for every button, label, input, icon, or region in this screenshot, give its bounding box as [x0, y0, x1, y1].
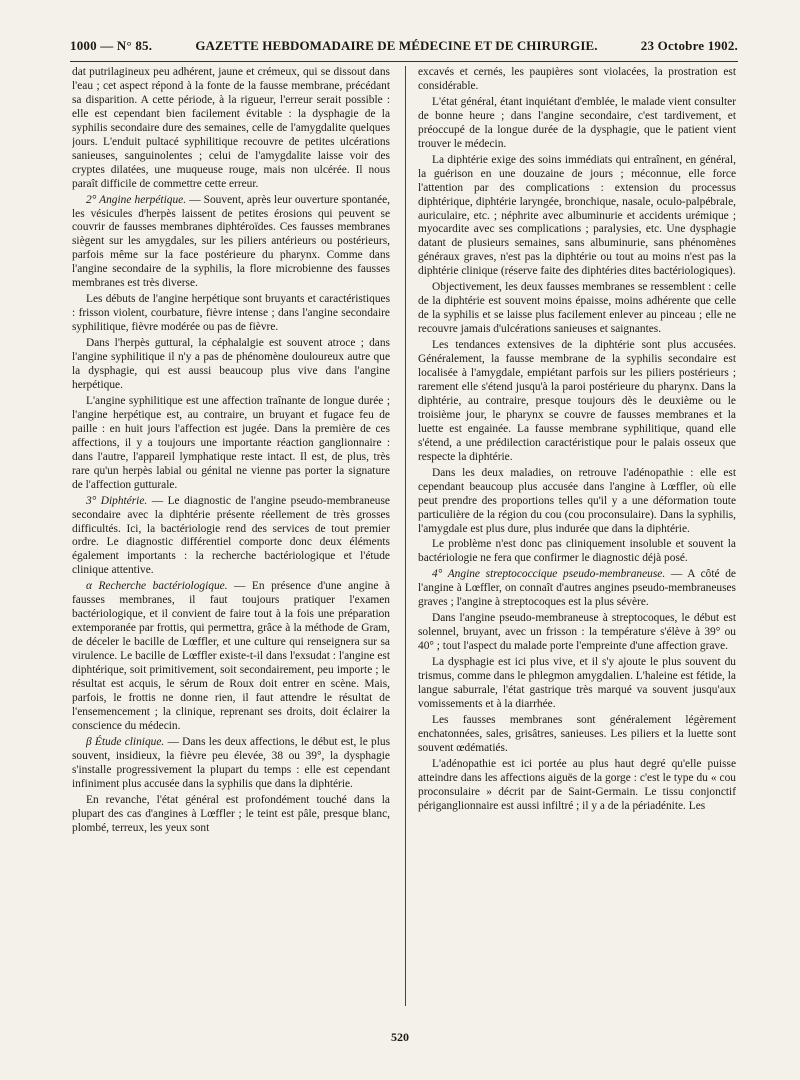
paragraph	[418, 467, 736, 537]
paragraph-text: excavés et cernés, les paupières sont violacées, la prostration est considérable.	[418, 66, 736, 92]
paragraph	[72, 66, 390, 192]
paragraph-text: Dans l'herpès guttural, la céphalalgie est souvent atroce ; dans l'angine syphilitique il n'y a pas de phénomène douloureux autre que la dysphagie, qui est aussi beaucoup plus vive dans l'angine herpétique.	[72, 337, 390, 391]
header-rule	[70, 61, 738, 62]
paragraph-text: En revanche, l'état général est profondément touché dans la plupart des cas d'angines à Lœffler ; le teint est pâle, presque blanc, plombé, terreux, les yeux sont	[72, 793, 390, 834]
paragraph	[418, 714, 736, 756]
paragraph	[418, 96, 736, 152]
column-divider	[405, 66, 406, 1006]
paragraph	[72, 194, 390, 292]
section-heading: α Recherche bactériologique.	[86, 580, 228, 593]
section-heading: 2° Angine herpétique.	[86, 193, 187, 206]
section-heading: 3° Diphtérie.	[86, 494, 148, 507]
right-column	[418, 66, 736, 1010]
page-number: 520	[391, 1030, 409, 1044]
paragraph	[72, 794, 390, 836]
paragraph	[418, 154, 736, 280]
paragraph	[418, 339, 736, 465]
header-journal-title: GAZETTE HEBDOMADAIRE DE MÉDECINE ET DE CHIRURGIE.	[195, 38, 598, 53]
section-heading: β Étude clinique.	[86, 735, 165, 748]
section-heading: 4° Angine streptococcique pseudo-membraneuse.	[432, 568, 666, 581]
paragraph-text: La dysphagie est ici plus vive, et il s'y ajoute le plus souvent du trismus, comme dans le phlegmon amygdalien. L'haleine est fétide, la langue saburrale, l'état gastrique très marqué va souvent jusqu'aux vomissements et à la diarrhée.	[418, 656, 736, 710]
paragraph-text: Les débuts de l'angine herpétique sont bruyants et caractéristiques : frisson violent, courbature, fièvre intense ; dans l'angine secondaire syphilitique, fièvre modérée ou pas de fièvre.	[72, 293, 390, 334]
paragraph-text: La diphtérie exige des soins immédiats qui entraînent, en général, la guérison en une douzaine de jours ; méconnue, elle force l'attention par des complications : extension du processus diphtérique, diphtérie laryngée, bronchique, nasale, oculo-palpébrale, auriculaire, etc. ; néphrite avec albuminurie et accidents urémique ; myocardite avec ses complications ; paralysies, etc. Une dysphagie datant de plusieurs semaines, sans albuminurie, sans phénomènes généraux graves, n'est pas la diphtérie ou tout au moins n'est pas la diphtérie clinique (réserve faite des diphtéries dites bactériologiques).	[418, 153, 736, 278]
paragraph-text: L'adénopathie est ici portée au plus haut degré qu'elle puisse atteindre dans les affections aiguës de la gorge : c'est le type du « cou proconsulaire » décrit par de Saint-Germain. Le tissu conjonctif périganglionnaire est aussi infiltré ; il y a de la périadénite. Les	[418, 757, 736, 812]
paragraph-text: — A côté de l'angine à Lœffler, on connaît d'autres angines pseudo-membraneuses graves ; l'angine à streptocoques est la plus sévère.	[418, 568, 736, 609]
paragraph-text: dat putrilagineux peu adhérent, jaune et crémeux, qui se dissout dans l'eau ; cet aspect répond à la fonte de la fausse membrane, précédant sa disparition. A cette période, à la rigueur, l'erreur serait possible : elle est cependant bien facilement évitable : la dysphagie de la syphilis secondaire dure des semaines, celle de l'amygdalite quelques jours. L'enduit pultacé syphilitique recouvre de petites ulcérations sanieuses, sanguinolentes ; celui de l'amygdalite laisse voir des cryptes dilatées, une muqueuse rouge, mais non ulcérée. Il nous paraît difficile de commettre cette erreur.	[72, 66, 390, 190]
paragraph	[72, 293, 390, 335]
paragraph-text: — Dans les deux affections, le début est, le plus souvent, insidieux, la fièvre peu élevée, 38 ou 39°, la dysphagie s'installe progressivement la plupart du temps : elle est cependant infiniment plus accusée dans la syphilis que dans la diphtérie.	[72, 735, 390, 790]
paragraph	[418, 66, 736, 94]
paragraph-text: Les fausses membranes sont généralement légèrement enchatonnées, sales, grisâtres, sanieuses. Les piliers et la luette sont souvent œdématiés.	[418, 713, 736, 754]
paragraph-text: — Le diagnostic de l'angine pseudo-membraneuse secondaire avec la diphtérie présente réellement de très grosses difficultés. Ici, la bactériologie rend des services de tout premier ordre. Le diagnostic différentiel comporte donc deux éléments également importants : la recherche bactériologique et l'étude clinique attentive.	[72, 494, 390, 577]
paragraph-text: — Souvent, après leur ouverture spontanée, les vésicules d'herpès laissent de petites érosions qui peuvent se couvrir de fausses membranes diphtéroïdes. Ces fausses membranes siègent sur les amygdales, sur les piliers antérieurs ou postérieurs, parfois même sur la face postérieure du pharynx. Comme dans l'angine secondaire de la syphilis, la flore microbienne des fausses membranes est très diverse.	[72, 193, 390, 290]
paragraph	[418, 538, 736, 566]
header-date: 23 Octobre 1902.	[640, 38, 738, 53]
paragraph	[418, 612, 736, 654]
paragraph	[72, 395, 390, 493]
paragraph	[72, 337, 390, 393]
paragraph-text: Le problème n'est donc pas cliniquement insoluble et souvent la bactériologie ne fera que confirmer le diagnostic déjà posé.	[418, 538, 736, 565]
left-column	[72, 66, 390, 1010]
paragraph-text: Dans les deux maladies, on retrouve l'adénopathie : elle est cependant beaucoup plus accusée dans l'angine à Lœffler, où elle peut prendre des proportions telles qu'il y a une déformation toute particulière de la région du cou (cou proconsulaire). Dans la syphilis, l'amygdale est plus dure, plus indurée que dans la diphtérie.	[418, 466, 736, 535]
paragraph	[72, 495, 390, 579]
header-issue-number: 1000 — N° 85.	[70, 38, 153, 53]
paragraph	[72, 736, 390, 792]
paragraph-text: Dans l'angine pseudo-membraneuse à streptocoques, le début est solennel, bruyant, avec un frisson : la température s'élève à 39° ou 40° ; tout l'aspect du malade porte l'empreinte d'une affection grave.	[418, 612, 736, 653]
paragraph-text: L'angine syphilitique est une affection traînante de longue durée ; l'angine herpétique est, au contraire, un bruyant et fugace feu de paille : en huit jours l'affection est jugée. Dans la première de ces affections, il y a toujours une importante réaction ganglionnaire : dans l'autre, l'appareil lymphatique reste intact. Il est, de plus, très rare qu'un herpès labial ou génital ne vienne pas porter la signature de l'affection gutturale.	[72, 394, 390, 491]
paragraph-text: — En présence d'une angine à fausses membranes, il faut toujours pratiquer l'examen bactériologique, et il convient de faire tout à la fois une préparation extemporanée par frottis, qui permettra, grâce à la méthode de Gram, de déceler le bacille de Lœffler, et une culture qui renseignera sur sa virulence. Le bacille de Lœffler existe-t-il dans l'exsudat : l'angine est diphtérique, soit primitivement, soit secondairement, peu importe ; le résultat est acquis, le sérum de Roux doit entrer en scène. Mais, parfois, le frottis ne donne rien, il faut attendre le résultat de l'ensemencement ; la clinique, reprenant ses droits, doit éclairer la conscience du médecin.	[72, 580, 390, 732]
paragraph	[72, 580, 390, 733]
paragraph	[418, 656, 736, 712]
paragraph	[418, 281, 736, 337]
paragraph	[418, 758, 736, 814]
running-header	[70, 38, 738, 58]
paragraph-text: L'état général, étant inquiétant d'emblée, le malade vient consulter de bonne heure ; dans l'angine secondaire, c'est tardivement, et préoccupé de la longue durée de la dysphagie, que le patient vient trouver le médecin.	[418, 95, 736, 150]
paragraph-text: Les tendances extensives de la diphtérie sont plus accusées. Généralement, la fausse membrane de la syphilis secondaire est localisée à l'amygdale, empiétant parfois sur les piliers postérieurs ; rarement elle s'étend jusqu'à la paroi postérieure du pharynx. Dans la diphtérie, au contraire, presque toujours dès le deuxième ou le troisième jour, le pharynx se couvre de fausses membranes et la luette est engainée. La fausse membrane syphilitique, quand elle s'étend, a une prédilection caractéristique pour le palais osseux que respecte la diphtérie.	[418, 339, 736, 463]
paragraph-text: Objectivement, les deux fausses membranes se ressemblent : celle de la diphtérie est souvent moins épaisse, moins adhérente que celle de la syphilis et se laisse plus facilement enlever au pinceau ; elle ne recouvre jamais d'ulcérations sanieuses et saignantes.	[418, 281, 736, 336]
paragraph	[418, 568, 736, 610]
